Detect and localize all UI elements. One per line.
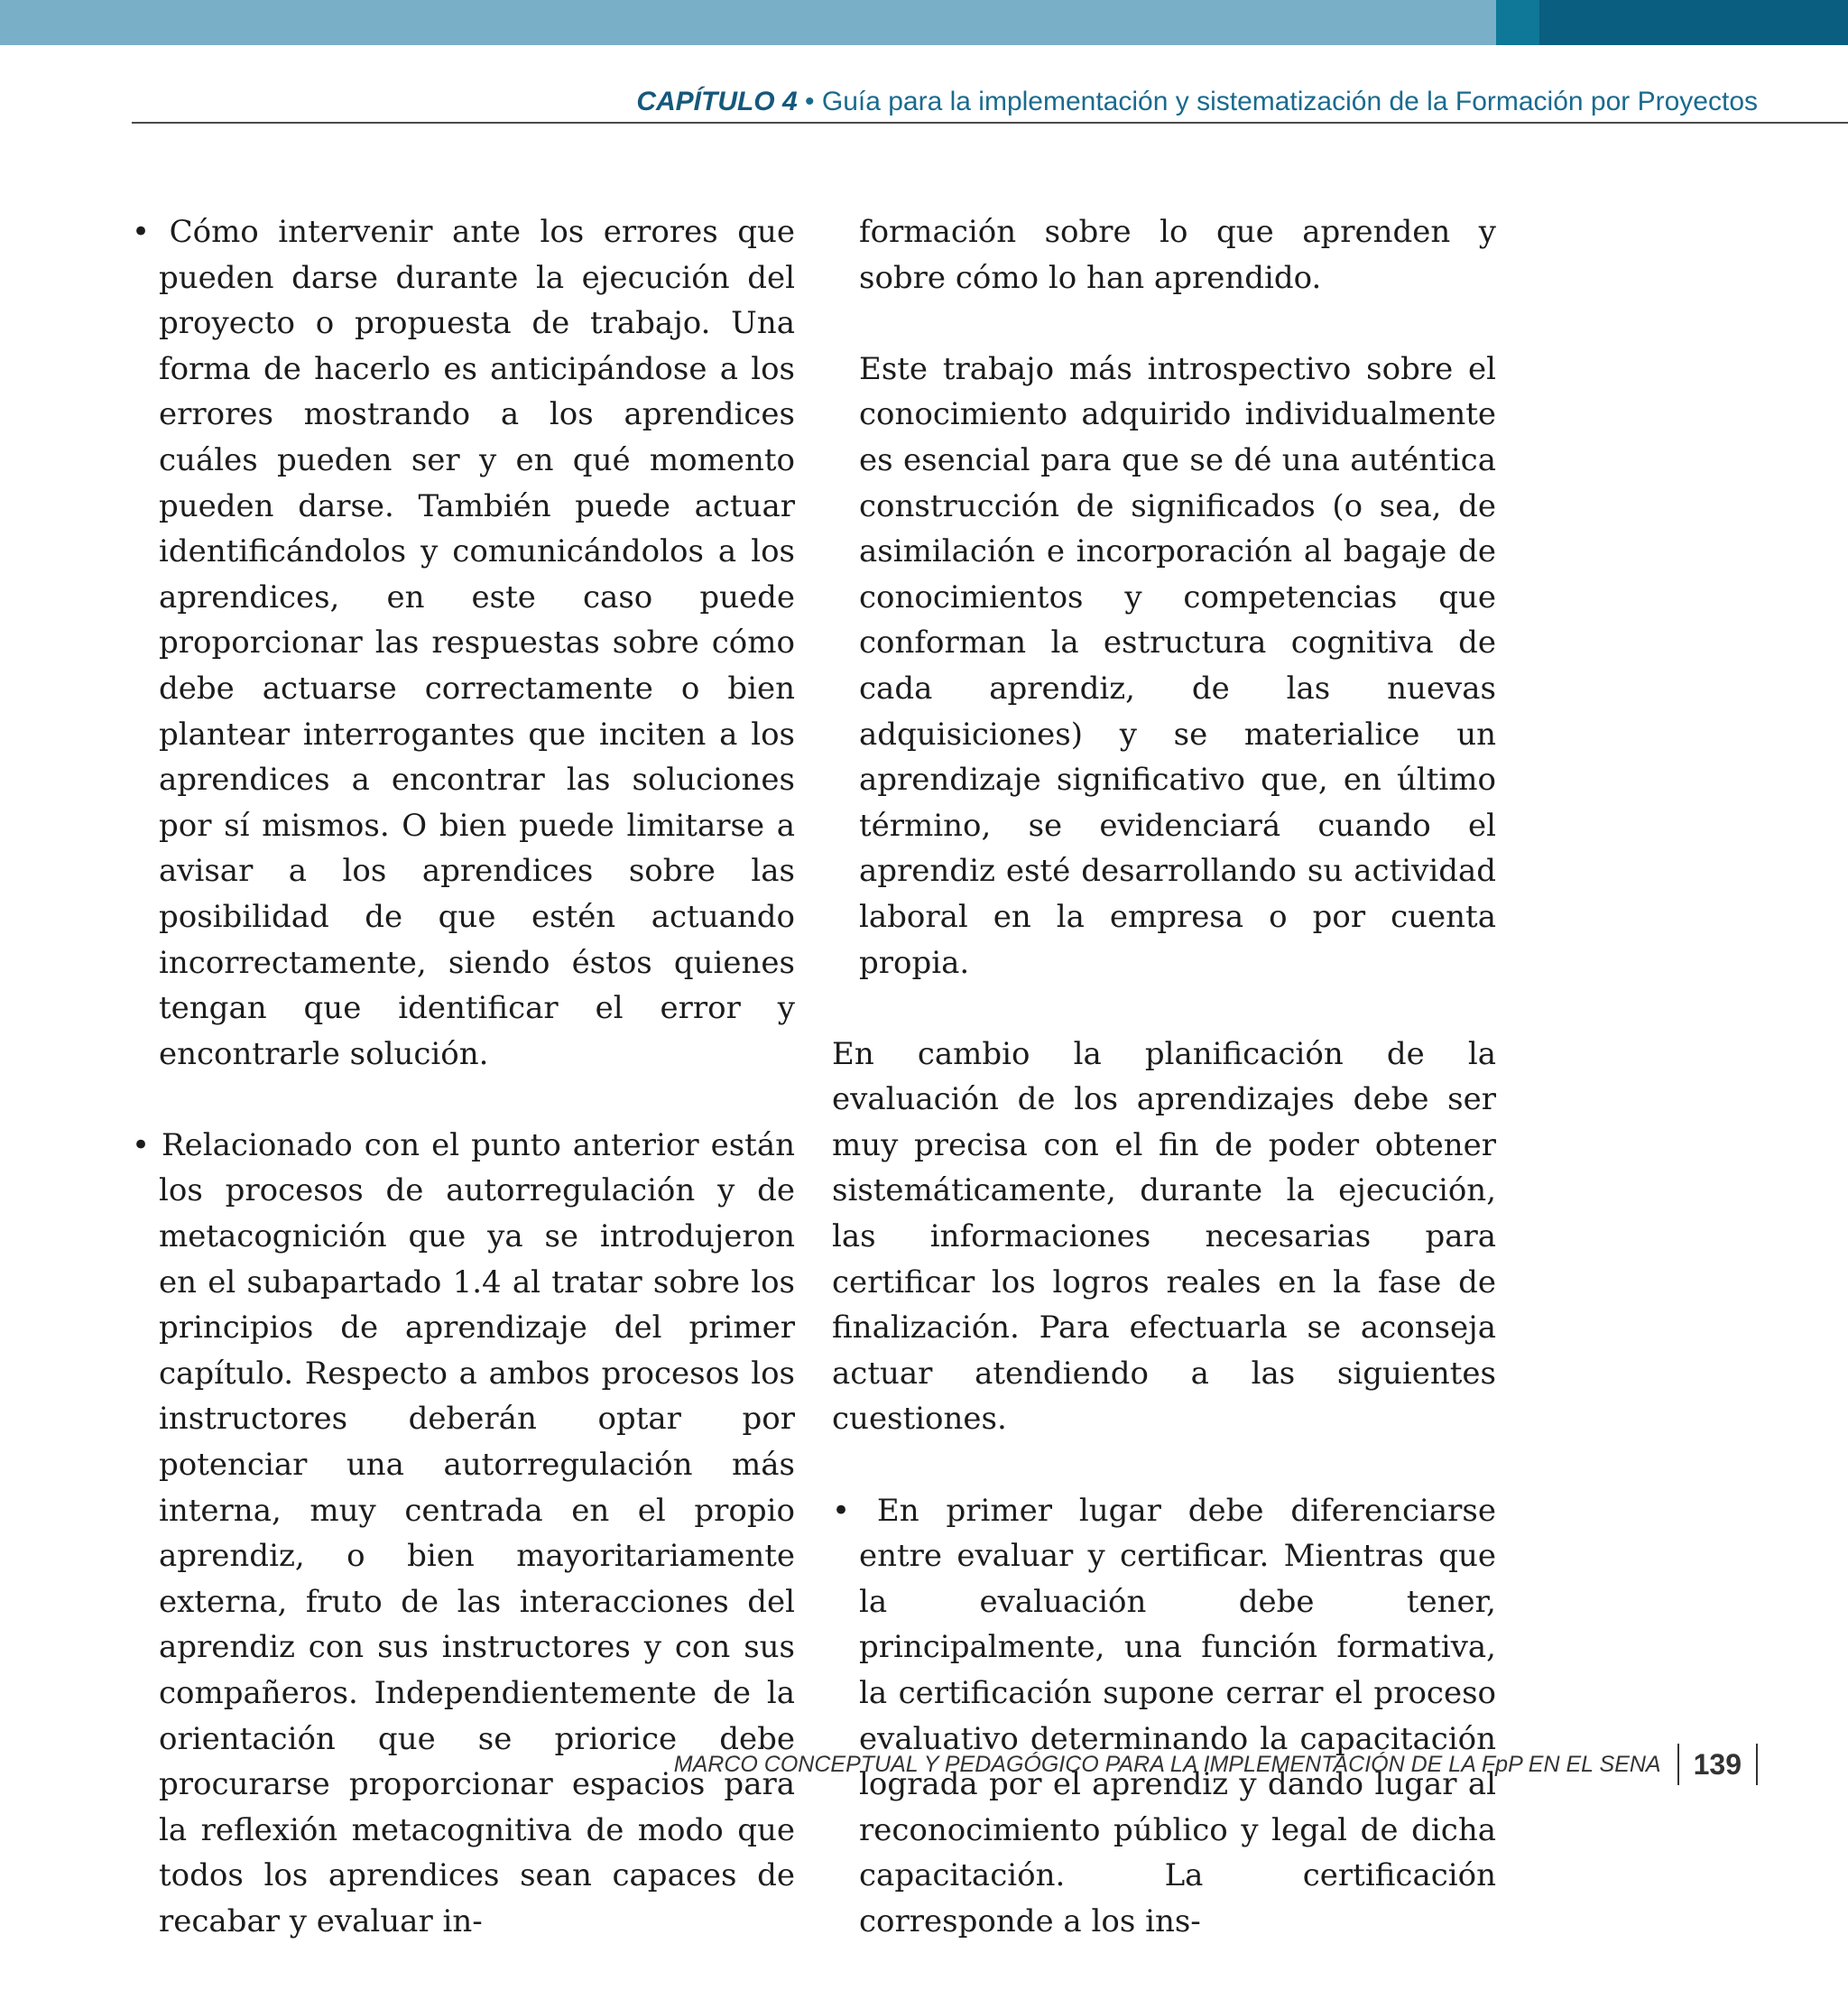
- chapter-title: Guía para la implementación y sistematización de la Formación por Proyectos: [821, 87, 1758, 116]
- bullet-metacognition: • Relacionado con el punto anterior están los procesos de autorregulación y de metacognición que ya se introdujeron en el subapartado 1.4 al tratar sobre los principios de aprendizaje del primer capítulo. Respecto a ambos procesos los instructores deberán optar por potenciar una autorregulación más interna, muy centrada en el propio aprendiz, o bien mayoritariamente externa, fruto de las interacciones del aprendiz con sus instructores y con sus compañeros. Independientemente de la orientación que se priorice debe procurarse proporcionar espacios para la reflexión metacognitiva de modo que todos los aprendices sean capaces de recabar y evaluar in-: [132, 1126, 795, 1939]
- top-bar-accent-light: [1496, 0, 1539, 45]
- top-color-bar: [0, 0, 1848, 45]
- header-rule: [132, 122, 1848, 124]
- running-header: [132, 87, 1758, 117]
- bullet-errors: • Cómo intervenir ante los errores que pueden darse durante la ejecución del proyecto o propuesta de trabajo. Una forma de hacerlo es anticipándose a los errores mostrando a los aprendices cuáles pueden ser y en qué momento pueden darse. También puede actuar identificándolos y comunicándolos a los aprendices, en este caso puede proporcionar las respuestas sobre cómo debe actuarse correctamente o bien plantear interrogantes que inciten a los aprendices a encontrar las soluciones por sí mismos. O bien puede limitarse a avisar a los aprendices sobre las posibilidad de que estén actuando incorrectamente, siendo éstos quienes tengan que identificar el error y encontrarle solución.: [132, 214, 795, 1072]
- footer-text: MARCO CONCEPTUAL Y PEDAGÓGICO PARA LA IMPLEMENTACIÓN DE LA FpP EN EL SENA: [673, 1751, 1661, 1777]
- paragraph-planning: En cambio la planificación de la evaluación de los aprendizajes debe ser muy precisa con el fin de poder obtener sistemáticamente, durante la ejecución, las informaciones necesarias para certificar los logros reales en la fase de finalización. Para efectuarla se aconseja actuar atendiendo a las siguientes cuestiones.: [832, 1035, 1496, 1438]
- top-bar-accent-dark: [1539, 0, 1848, 45]
- left-column: [132, 209, 795, 1990]
- page-footer: [674, 1742, 1758, 1787]
- paragraph-introspective: Este trabajo más introspectivo sobre el conocimiento adquirido individualmente es esencial para que se dé una auténtica construcción de significados (o sea, de asimilación e incorporación al bagaje de conocimientos y competencias que conforman la estructura cognitiva de cada aprendiz, de las nuevas adquisiciones) y se materialice un aprendizaje significativo que, en último término, se evidenciará cuando el aprendiz esté desarrollando su actividad laboral en la empresa o por cuenta propia.: [859, 350, 1496, 981]
- bullet-evaluate-certify: • En primer lugar debe diferenciarse entre evaluar y certificar. Mientras que la evaluación debe tener, principalmente, una función formativa, la certificación supone cerrar el proceso evaluativo determinando la capacitación lograda por el aprendiz y dando lugar al reconocimiento público y legal de dicha capacitación. La certificación corresponde a los ins-: [832, 1492, 1496, 1939]
- page-number: 139: [1693, 1747, 1742, 1781]
- footer-separator-right: [1756, 1744, 1758, 1785]
- paragraph-continuation: formación sobre lo que aprenden y sobre cómo lo han aprendido.: [859, 214, 1496, 296]
- right-column: [832, 209, 1496, 1990]
- chapter-label: CAPÍTULO 4: [636, 87, 798, 116]
- header-separator: •: [797, 87, 822, 116]
